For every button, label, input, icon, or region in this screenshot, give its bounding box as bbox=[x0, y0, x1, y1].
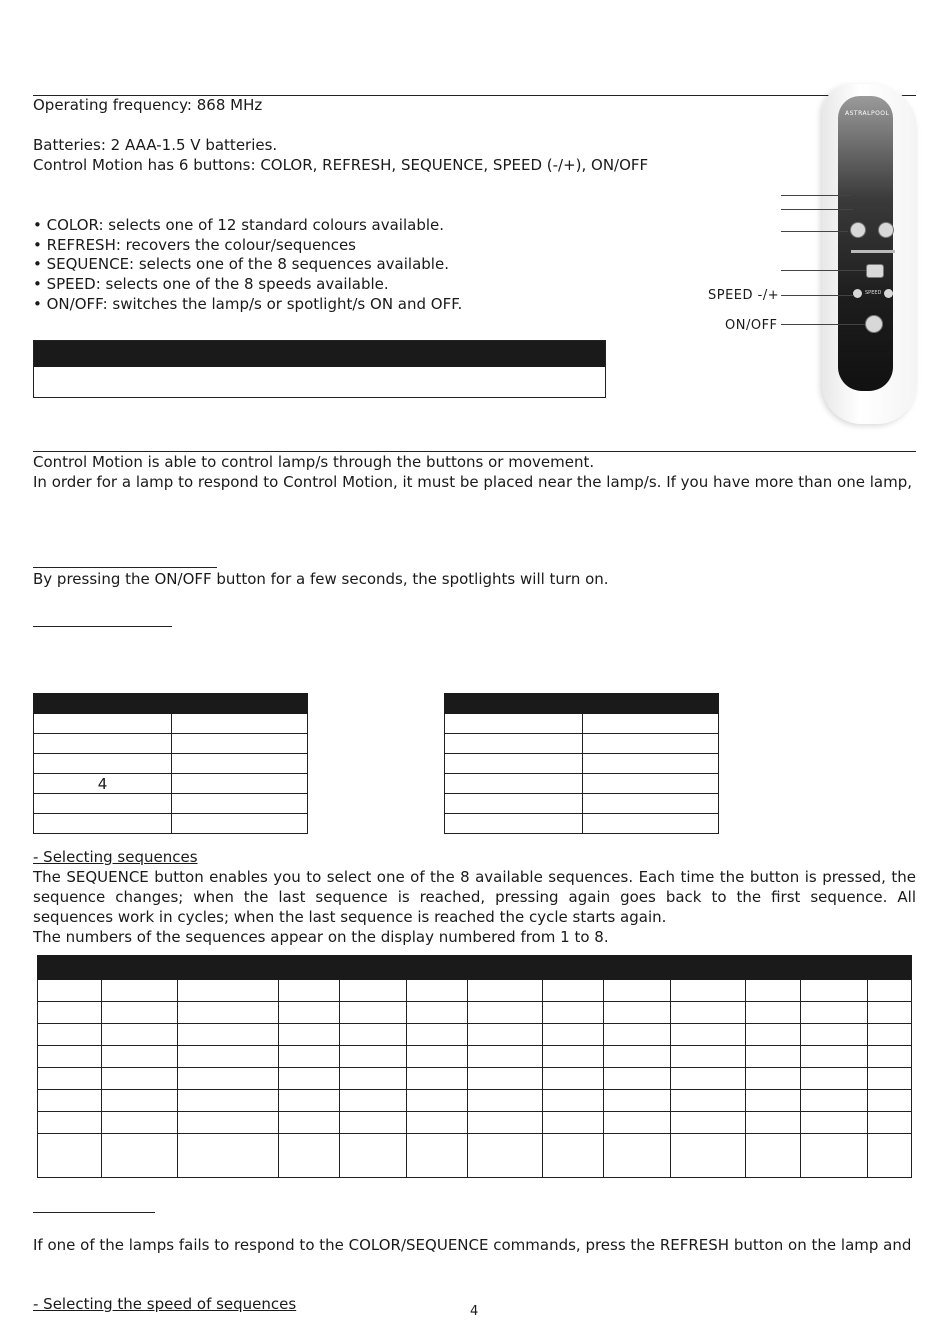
speed-label: SPEED -/+ bbox=[708, 288, 780, 303]
note-box-header bbox=[34, 341, 605, 367]
sequence-button-icon[interactable] bbox=[866, 264, 884, 278]
colour-heading-rule bbox=[33, 626, 172, 627]
usage-line-2: In order for a lamp to respond to Control Motion, it must be placed near the lamp/s. If you have more than one lamp, bbox=[33, 473, 912, 491]
callout-line-1 bbox=[781, 195, 851, 196]
operating-frequency: Operating frequency: 868 MHz bbox=[33, 96, 263, 114]
callout-line-3 bbox=[781, 231, 848, 232]
colour-table-left bbox=[33, 693, 308, 834]
refresh-heading-rule bbox=[33, 1212, 155, 1213]
remote-control bbox=[822, 84, 917, 424]
display-strip bbox=[851, 250, 895, 253]
speed-heading: - Selecting the speed of sequences bbox=[33, 1295, 297, 1313]
speed-text: SPEED bbox=[865, 290, 882, 296]
table-cell-4: 4 bbox=[34, 774, 172, 794]
bullet-speed: • SPEED: selects one of the 8 speeds available. bbox=[33, 275, 389, 293]
sequences-paragraph: The SEQUENCE button enables you to select one of the 8 available sequences. Each time the button is pressed, the sequence changes; when the last sequence is reached, pressing again goes back to the first sequence. All sequences work in cycles; when the last sequence is reached the cycle starts again. bbox=[33, 868, 916, 926]
remote-face bbox=[838, 96, 893, 391]
callout-line-4 bbox=[781, 270, 866, 271]
power-button-icon[interactable] bbox=[865, 315, 883, 333]
speed-plus-icon[interactable] bbox=[884, 289, 893, 298]
bullet-onoff: • ON/OFF: switches the lamp/s or spotlight/s ON and OFF. bbox=[33, 295, 463, 313]
bullet-color: • COLOR: selects one of 12 standard colours available. bbox=[33, 216, 445, 234]
speed-minus-icon[interactable] bbox=[853, 289, 862, 298]
callout-line-onoff bbox=[781, 324, 865, 325]
color-button-icon[interactable] bbox=[850, 222, 866, 238]
sequences-heading: - Selecting sequences bbox=[33, 848, 198, 866]
onoff-label: ON/OFF bbox=[725, 318, 778, 333]
colour-table-right bbox=[444, 693, 719, 834]
sequence-table bbox=[37, 955, 912, 1178]
bullet-sequence: • SEQUENCE: selects one of the 8 sequences available. bbox=[33, 255, 449, 273]
note-box bbox=[33, 340, 606, 398]
callout-line-2 bbox=[781, 209, 853, 210]
refresh-text: If one of the lamps fails to respond to the COLOR/SEQUENCE commands, press the REFRESH button on the lamp and bbox=[33, 1236, 912, 1254]
batteries-text: Batteries: 2 AAA-1.5 V batteries. bbox=[33, 136, 278, 154]
page-number: 4 bbox=[470, 1304, 479, 1319]
sequences-numbers-note: The numbers of the sequences appear on the display numbered from 1 to 8. bbox=[33, 928, 609, 946]
refresh-button-icon[interactable] bbox=[878, 222, 894, 238]
buttons-text: Control Motion has 6 buttons: COLOR, REFRESH, SEQUENCE, SPEED (-/+), ON/OFF bbox=[33, 156, 649, 174]
callout-line-speed bbox=[781, 295, 853, 296]
usage-line-1: Control Motion is able to control lamp/s through the buttons or movement. bbox=[33, 453, 595, 471]
onoff-heading-rule bbox=[33, 567, 217, 568]
bullet-refresh: • REFRESH: recovers the colour/sequences bbox=[33, 236, 356, 254]
onoff-text: By pressing the ON/OFF button for a few seconds, the spotlights will turn on. bbox=[33, 570, 609, 588]
remote-brand: ASTRALPOOL bbox=[845, 110, 890, 117]
